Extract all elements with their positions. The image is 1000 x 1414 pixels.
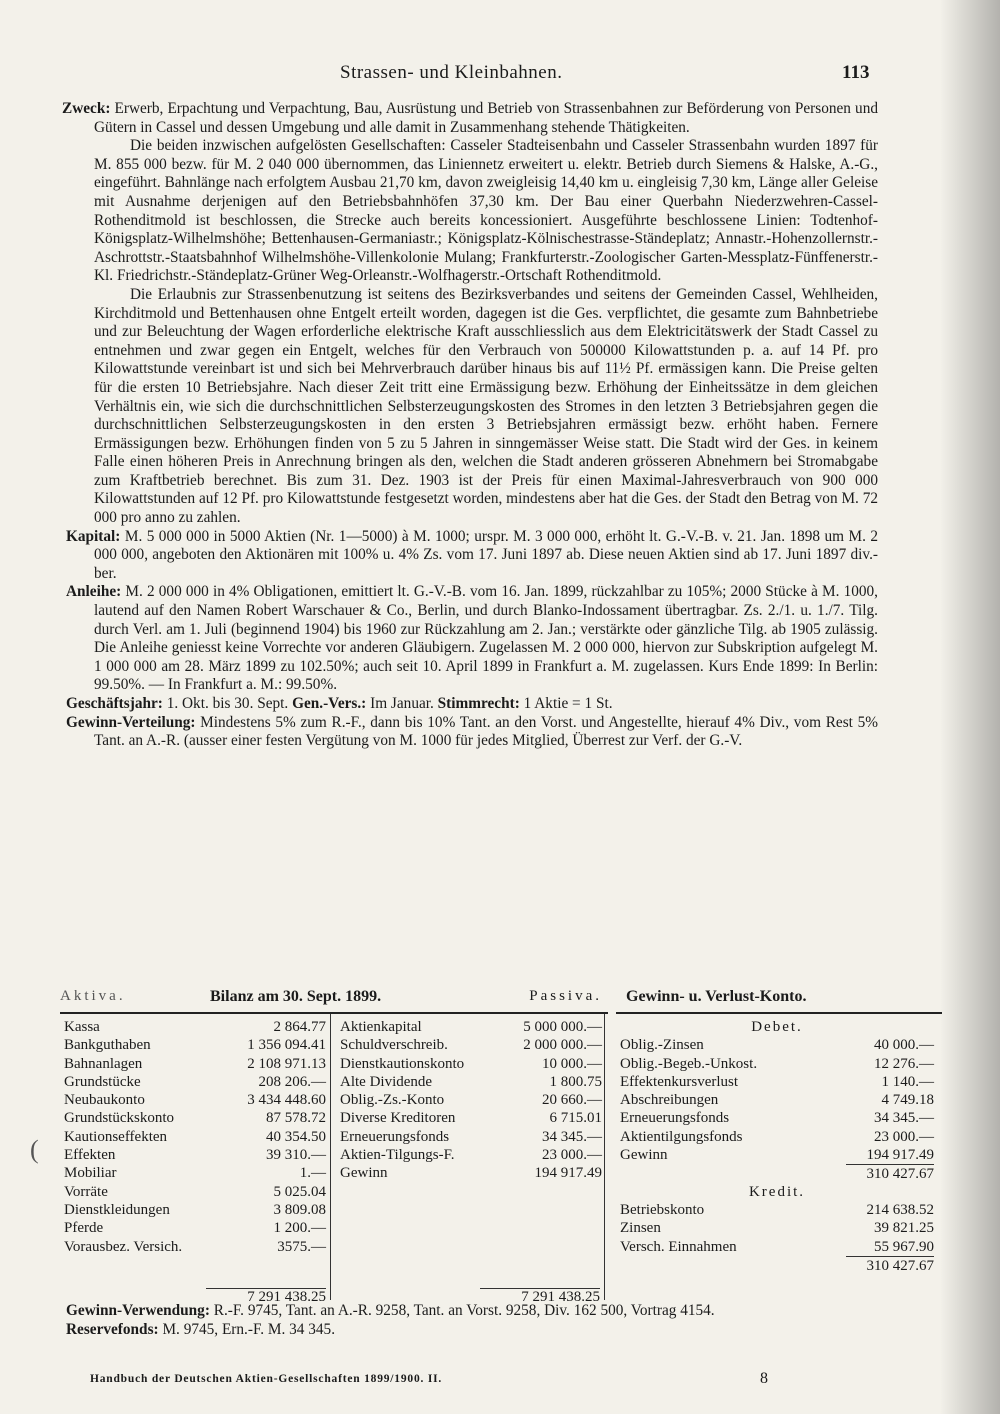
aktiva-row	[60, 1055, 326, 1073]
kapital-paragraph	[66, 527, 878, 584]
aktiva-row-value: 5 025.04	[273, 1183, 326, 1200]
passiva-total: 7 291 438.25	[480, 1288, 600, 1306]
passiva-row-label: Gewinn	[340, 1165, 388, 1182]
financial-tables	[60, 988, 934, 1305]
history-paragraph: Die beiden inzwischen aufgelösten Gesellschaften: Casseler Stadteisenbahn und Casseler Strassenbahn wurden 1897 für M. 855 000 bezw. für M. 2 040 000 übernommen, das Liniennetz erweitert u. elektr. Betrieb durch Siemens & Halske, A.-G., eingeführt. Bahnlänge nach erfolgtem Ausbau 21,70 km, davon zweigleisig 14,40 km u. eingleisig 7,30 km, Länge aller Geleise mit Ausnahme derjenigen auf den Betriebsbahnhöfen 37,30 km. Der Bau einer Querbahn Niederzwehren-Cassel-Rothenditmold ist beschlossen, die Strecke auch bereits koncessioniert. Ausgeführte beschlossene Linien: Todtenhof-Königsplatz-Wilhelmshöhe; Bettenhausen-Germaniastr.; Königsplatz-Kölnischestrasse-Ständeplatz; Annastr.-Hohenzollernstr.-Aschrottstr.-Staatsbahnhof Wilhelmshöhe-Villenkolonie Mulang; Frankfurterstr.-Zoologischer Garten-Messplatz-Fünffenerstr.-Kl. Friedrichstr.-Ständeplatz-Grüner Weg-Orleanstr.-Wolfhagerstr.-Ortschaft Rothenditmold.	[94, 137, 878, 285]
gv-key: Gen.-Vers.:	[292, 695, 367, 712]
aktiva-row-value: 1 356 094.41	[247, 1037, 326, 1054]
passiva-row-label: Dienstkautionskonto	[340, 1055, 465, 1072]
aktiva-row	[60, 1128, 326, 1146]
gewinnverteilung-paragraph	[66, 713, 878, 751]
gj-key: Geschäftsjahr:	[66, 695, 163, 712]
aktiva-list	[60, 1018, 326, 1256]
aktiva-row-label: Bahnanlagen	[64, 1055, 143, 1072]
zweck-key: Zweck:	[62, 100, 111, 117]
anleihe-paragraph	[66, 583, 878, 695]
aktiva-total: 7 291 438.25	[206, 1288, 326, 1306]
aktiva-row-value: 1.—	[299, 1165, 326, 1182]
debet-row-value: 4 749.18	[881, 1092, 934, 1109]
reservefonds-key: Reservefonds:	[66, 1320, 159, 1338]
aktiva-row	[60, 1091, 326, 1109]
footer-source: Handbuch der Deutschen Aktien-Gesellschaften 1899/1900. II.	[90, 1373, 443, 1385]
passiva-row	[336, 1109, 602, 1127]
body-text	[62, 100, 878, 751]
aktiva-row	[60, 1073, 326, 1091]
debet-row	[616, 1036, 938, 1054]
aktiva-row-label: Pferde	[64, 1220, 104, 1237]
debet-total-row	[616, 1164, 938, 1182]
debet-row-label: Oblig.-Begeb.-Unkost.	[620, 1055, 758, 1072]
debet-row	[616, 1091, 938, 1109]
debet-row-label: Oblig.-Zinsen	[620, 1037, 704, 1054]
aktiva-row-label: Grundstücke	[64, 1073, 141, 1090]
debet-list	[616, 1036, 938, 1164]
aktiva-row-label: Bankguthaben	[64, 1037, 151, 1054]
kredit-total-row	[616, 1256, 938, 1274]
aktiva-row-label: Kautionseffekten	[64, 1128, 168, 1145]
margin-bracket-mark: (	[30, 1135, 39, 1164]
guv-columns	[616, 1014, 942, 1300]
passiva-row-label: Alte Dividende	[340, 1073, 433, 1090]
debet-row-value: 1 140.—	[881, 1073, 934, 1090]
passiva-row	[336, 1164, 602, 1182]
passiva-label: Passiva.	[529, 988, 602, 1004]
gewinnverwendung-paragraph	[66, 1302, 878, 1321]
column-divider	[604, 1014, 605, 1300]
passiva-row-value: 194 917.49	[534, 1165, 602, 1182]
kredit-row-label: Betriebskonto	[620, 1201, 705, 1218]
aktiva-row	[60, 1164, 326, 1182]
aktiva-row	[60, 1238, 326, 1256]
passiva-row-label: Oblig.-Zs.-Konto	[340, 1092, 445, 1109]
balance-columns	[60, 1014, 608, 1305]
kredit-total: 310 427.67	[846, 1256, 934, 1275]
gj-text: 1. Okt. bis 30. Sept.	[166, 695, 289, 712]
kredit-label: Kredit.	[748, 1183, 806, 1200]
gewinnverwendung-text: R.-F. 9745, Tant. an A.-R. 9258, Tant. an Vorst. 9258, Div. 162 500, Vortrag 4154.	[213, 1302, 715, 1319]
passiva-row-value: 10 000.—	[542, 1055, 602, 1072]
aktiva-row	[60, 1036, 326, 1054]
passiva-row-label: Diverse Kreditoren	[340, 1110, 456, 1127]
zweck-text: Erwerb, Erpachtung und Verpachtung, Bau, Ausrüstung und Betrieb von Strassenbahnen zur Beförderung von Personen und Gütern in Cassel und dessen Umgebung und alle damit in Zusammenhang stehende Thätigkeiten.	[94, 100, 878, 136]
kredit-row	[616, 1201, 938, 1219]
debet-row	[616, 1055, 938, 1073]
aktiva-row-label: Vorausbez. Versich.	[64, 1238, 183, 1255]
balance-title: Bilanz am 30. Sept. 1899.	[210, 988, 382, 1005]
aktiva-row-label: Effekten	[64, 1147, 116, 1164]
guv-header	[616, 988, 942, 1014]
debet-total: 310 427.67	[846, 1164, 934, 1183]
aktiva-row	[60, 1183, 326, 1201]
debet-row-label: Erneuerungsfonds	[620, 1110, 730, 1127]
gewinnvert-key: Gewinn-Verteilung:	[66, 713, 196, 731]
aktiva-row-label: Dienstkleidungen	[64, 1201, 170, 1218]
passiva-row	[336, 1091, 602, 1109]
passiva-row-value: 2 000 000.—	[523, 1037, 602, 1054]
aktiva-row-value: 87 578.72	[266, 1110, 326, 1127]
meta-paragraph	[66, 695, 878, 714]
anleihe-key: Anleihe:	[66, 583, 122, 601]
passiva-row	[336, 1073, 602, 1091]
passiva-row-value: 23 000.—	[542, 1147, 602, 1164]
profit-loss-account	[616, 988, 942, 1300]
section-title: Strassen- und Kleinbahnen.	[340, 62, 563, 83]
debet-row-label: Effektenkursverlust	[620, 1073, 739, 1090]
running-head	[0, 62, 1000, 86]
passiva-row-value: 34 345.—	[542, 1128, 602, 1145]
passiva-row-label: Aktien-Tilgungs-F.	[340, 1147, 455, 1164]
kredit-row	[616, 1238, 938, 1256]
anleihe-text: M. 2 000 000 in 4% Obligationen, emittiert lt. G.-V.-B. vom 16. Jan. 1899, rückzahlbar zu 105%; 2000 Stücke à M. 1000, lautend auf den Namen Robert Warschauer & Co., Berlin, und durch Blanko-Indossament übertragbar. Zs. 2./1. u. 1./7. Tilg. durch Verl. am 1. Juli (beginnend 1904) bis 1960 zur Rückzahlung am 2. Jan.; verstärkte oder gänzliche Tilg. ab 1905 zulässig. Die Anleihe geniesst keine Vorrechte vor anderen Gläubigern. Zugelassen M. 2 000 000, hiervon zur Subskription aufgelegt M. 1 000 000 am 28. März 1899 zu 102.50%; auch seit 10. April 1899 in Frankfurt a. M. zugelassen. Kurs Ende 1899: In Berlin: 99.50%. — In Frankfurt a. M.: 99.50%.	[94, 583, 878, 694]
kredit-list	[616, 1201, 938, 1256]
debet-label: Debet.	[751, 1019, 803, 1035]
balance-sheet	[60, 988, 608, 1305]
passiva-row-value: 6 715.01	[549, 1110, 602, 1127]
passiva-row	[336, 1036, 602, 1054]
debet-row-label: Aktientilgungsfonds	[620, 1128, 743, 1145]
footer-signature: 8	[760, 1370, 768, 1387]
aktiva-row-label: Mobiliar	[64, 1165, 117, 1182]
aktiva-label: Aktiva.	[60, 988, 126, 1004]
aktiva-row-value: 208 206.—	[258, 1073, 326, 1090]
gv-text: Im Januar.	[370, 695, 434, 712]
after-table-notes	[66, 1302, 878, 1339]
kredit-row-value: 55 967.90	[874, 1238, 934, 1255]
passiva-row-value: 1 800.75	[549, 1073, 602, 1090]
passiva-row	[336, 1146, 602, 1164]
passiva-row-label: Schuldverschreib.	[340, 1037, 448, 1054]
debet-row-value: 23 000.—	[874, 1128, 934, 1145]
passiva-row	[336, 1128, 602, 1146]
reservefonds-text: M. 9745, Ern.-F. M. 34 345.	[162, 1320, 336, 1338]
aktiva-row-label: Kassa	[64, 1019, 100, 1035]
kapital-key: Kapital:	[66, 527, 121, 545]
aktiva-row	[60, 1018, 326, 1036]
aktiva-row	[60, 1109, 326, 1127]
passiva-row	[336, 1018, 602, 1036]
kredit-row	[616, 1219, 938, 1237]
debet-row	[616, 1128, 938, 1146]
kredit-row-value: 39 821.25	[874, 1220, 934, 1237]
stimm-key: Stimmrecht:	[437, 695, 520, 712]
aktiva-row	[60, 1219, 326, 1237]
kredit-row-label: Versch. Einnahmen	[620, 1238, 737, 1255]
column-divider	[330, 1014, 331, 1300]
kredit-row-value: 214 638.52	[866, 1201, 934, 1218]
debet-row	[616, 1146, 938, 1164]
aktiva-row-label: Neubaukonto	[64, 1092, 145, 1109]
passiva-row	[336, 1055, 602, 1073]
debet-row-value: 34 345.—	[874, 1110, 934, 1127]
passiva-row-label: Aktienkapital	[340, 1019, 422, 1035]
zweck-paragraph	[62, 100, 878, 137]
debet-row-label: Gewinn	[620, 1147, 668, 1164]
passiva-row-label: Erneuerungsfonds	[340, 1128, 450, 1145]
gewinnvert-text: Mindestens 5% zum R.-F., dann bis 10% Tant. an den Vorst. und Angestellte, hierauf 4% Div., vom Rest 5% Tant. an A.-R. (ausser einer festen Vergütung von M. 1000 für jedes Mitglied, Überrest zur Verf. der G.-V.	[94, 713, 878, 750]
passiva-list	[336, 1018, 602, 1183]
aktiva-row-value: 2 108 971.13	[247, 1055, 326, 1072]
debet-row-label: Abschreibungen	[620, 1092, 719, 1109]
reservefonds-paragraph	[66, 1320, 878, 1340]
guv-column	[616, 1018, 938, 1274]
passiva-row-value: 20 660.—	[542, 1092, 602, 1109]
balance-header	[60, 988, 608, 1014]
aktiva-row-value: 39 310.—	[266, 1147, 326, 1164]
debet-row	[616, 1073, 938, 1091]
kredit-row-label: Zinsen	[620, 1220, 661, 1237]
debet-row-value: 12 276.—	[874, 1055, 934, 1072]
aktiva-row-value: 2 864.77	[273, 1019, 326, 1035]
aktiva-row-value: 3575.—	[277, 1238, 326, 1255]
aktiva-row	[60, 1201, 326, 1219]
stimm-text: 1 Aktie = 1 St.	[523, 695, 613, 712]
debet-row	[616, 1109, 938, 1127]
aktiva-row-label: Grundstückskonto	[64, 1110, 174, 1127]
kapital-text: M. 5 000 000 in 5000 Aktien (Nr. 1—5000) à M. 1000; urspr. M. 3 000 000, erhöht lt. G.-V.-B. v. 21. Jan. 1898 um M. 2 000 000, angeboten den Aktionären mit 100% u. 4% Zs. vom 17. Juni 1897 ab. Diese neuen Aktien sind ab 17. Juni 1897 div.-ber.	[94, 527, 878, 582]
aktiva-row	[60, 1146, 326, 1164]
aktiva-row-value: 3 809.08	[273, 1201, 326, 1218]
debet-row-value: 40 000.—	[874, 1037, 934, 1054]
aktiva-row-value: 3 434 448.60	[247, 1092, 326, 1109]
debet-row-value: 194 917.49	[866, 1147, 934, 1164]
gewinnverwendung-key: Gewinn-Verwendung:	[66, 1302, 210, 1319]
aktiva-row-value: 40 354.50	[266, 1128, 326, 1145]
guv-title: Gewinn- u. Verlust-Konto.	[626, 988, 807, 1005]
aktiva-row-value: 1 200.—	[273, 1220, 326, 1237]
aktiva-row-label: Vorräte	[64, 1183, 108, 1200]
passiva-row-value: 5 000 000.—	[523, 1019, 602, 1035]
footer	[90, 1370, 790, 1389]
permission-paragraph: Die Erlaubnis zur Strassenbenutzung ist seitens des Bezirksverbandes und seitens der Gemeinden Cassel, Wehlheiden, Kirchditmold und Bettenhausen ohne Entgelt erteilt worden, dagegen ist die Ges. verpflichtet, die gesamte zum Bahnbetriebe und zur Beleuchtung der Wagen erforderliche elektrische Kraft ausschliesslich aus dem Elektricitätswerk der Stadt Cassel zu entnehmen und zwar gegen ein Entgelt, welches für den Verbrauch von 500000 Kilowattstunden p. a. auf 14 Pf. pro Kilowattstunde vereinbart ist und sich bei Mehrverbrauch darüber hinaus bis auf 11½ Pf. ermässigen kann. Die Preise gelten für die ersten 10 Betriebsjahre. Nach dieser Zeit tritt eine Ermässigung bezw. Erhöhung der Einheitssätze in dem gleichen Verhältnis ein, wie sich die durchschnittlichen Selbsterzeugungskosten des Stromes in den letzten 3 Betriebsjahren gegen die durchschnittlichen Selbsterzeugungskosten in den ersten 3 Betriebsjahren ermässigt bezw. erhöht haben. Fernere Ermässigungen bezw. Erhöhungen finden von 5 zu 5 Jahren in sinngemässer Weise statt. Die Stadt wird der Ges. in keinem Falle einen höheren Preis in Anrechnung bringen als den, welchen die Stadt anderen grösseren Abnehmern bei Stromabgabe zum Kraftbetrieb berechnet. Bis zum 31. Dez. 1903 ist der Preis für einen Maximal-Jahresverbrauch von 900 000 Kilowattstunden auf 12 Pf. pro Kilowattstunde festgesetzt worden, mindestens aber hat die Ges. der Stadt den Betrag von M. 72 000 pro anno zu zahlen.	[94, 285, 878, 527]
page-number: 113	[842, 62, 870, 83]
page-edge-shadow	[940, 0, 1000, 1414]
